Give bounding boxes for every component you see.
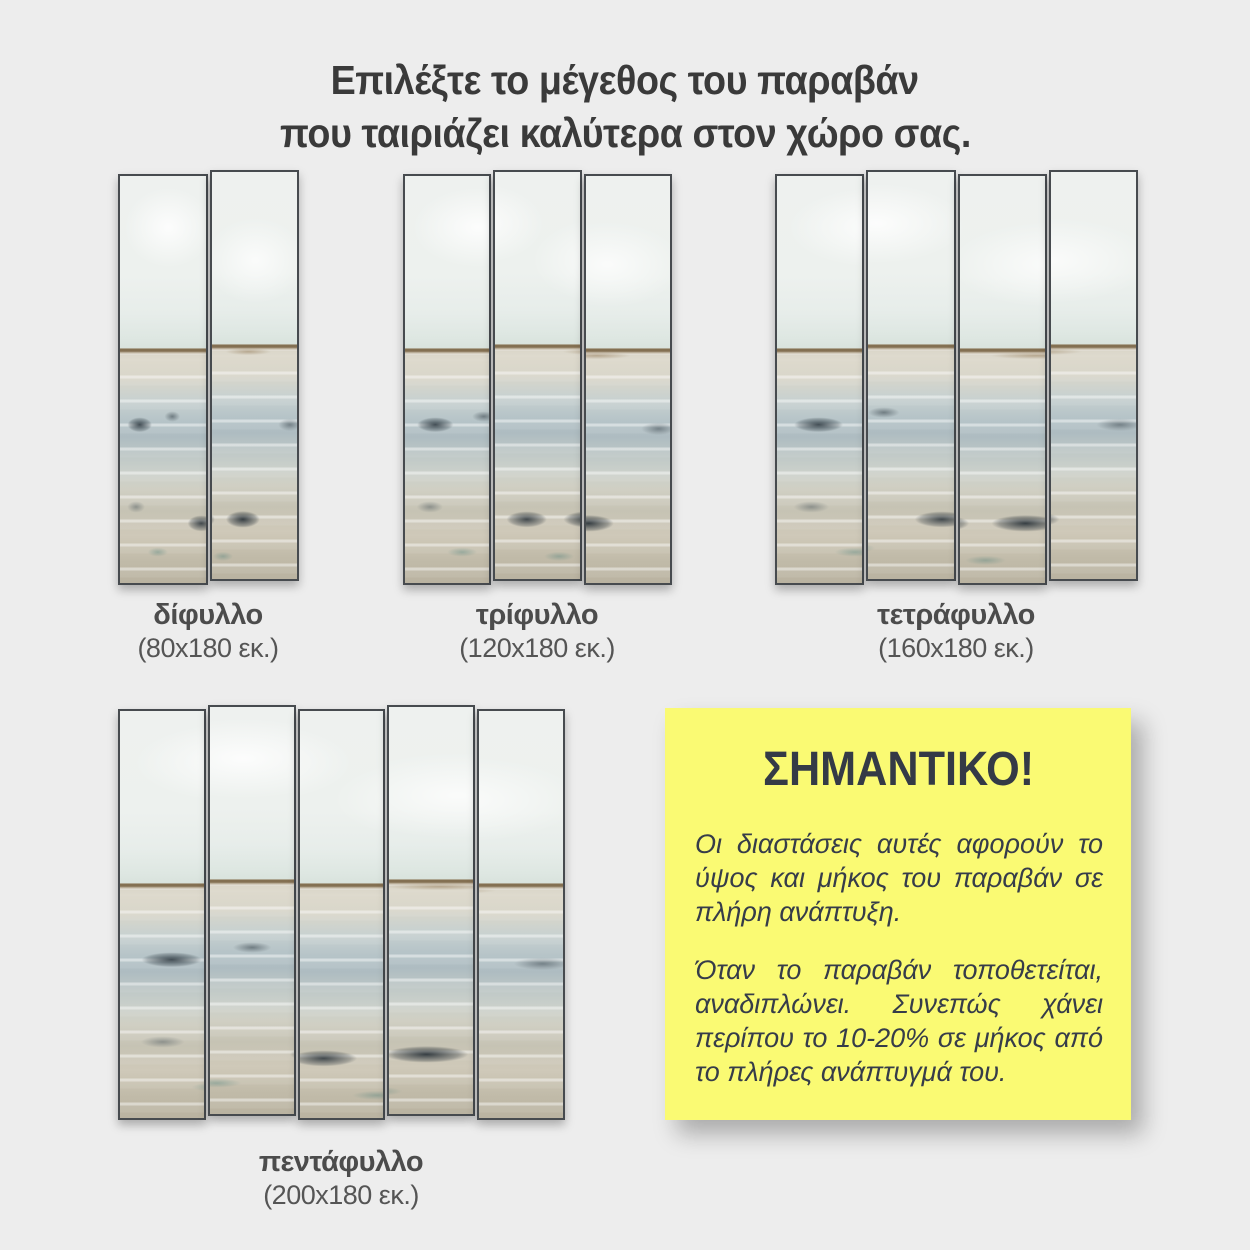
divider-panel	[403, 174, 491, 585]
divider-panel	[118, 709, 206, 1120]
divider-panel	[477, 709, 565, 1120]
label-difyllo-size: (80x180 εκ.)	[137, 633, 279, 663]
divider-panel	[118, 174, 208, 585]
label-pentafyllo-name: πεντάφυλλο	[258, 1146, 424, 1178]
important-note-heading: ΣΗΜΑΝΤΙΚΟ!	[763, 743, 1035, 796]
divider-panel	[866, 170, 955, 581]
label-pentafyllo	[259, 1145, 423, 1212]
divider-panel	[298, 709, 386, 1120]
divider-artwork	[775, 174, 864, 585]
divider-panel	[210, 170, 300, 581]
divider-panel	[493, 170, 581, 581]
label-tetrafyllo-name: τετράφυλλο	[877, 599, 1035, 631]
divider-panel	[208, 705, 296, 1116]
divider-artwork	[1049, 170, 1138, 581]
label-trifyllo-name: τρίφυλλο	[475, 599, 599, 631]
important-note-box	[665, 708, 1131, 1120]
label-trifyllo	[459, 598, 615, 665]
important-note-paragraph-1: Οι διαστάσεις αυτές αφορούν το ύψος και μήκος του παραβάν σε πλήρη ανάπτυξη.	[695, 829, 1103, 927]
divider-panel	[1049, 170, 1138, 581]
label-difyllo-name: δίφυλλο	[153, 599, 263, 631]
divider-difyllo	[118, 170, 299, 585]
divider-tetrafyllo	[775, 170, 1138, 585]
label-pentafyllo-size: (200x180 εκ.)	[263, 1180, 419, 1210]
label-tetrafyllo	[877, 598, 1035, 665]
divider-artwork	[866, 170, 955, 581]
divider-panel	[775, 174, 864, 585]
divider-panel	[387, 705, 475, 1116]
label-difyllo	[137, 598, 278, 665]
divider-artwork	[493, 170, 581, 581]
divider-artwork	[118, 174, 208, 585]
important-note-paragraph-2: Όταν το παραβάν τοποθετείται, αναδιπλώνει. Συνεπώς χάνει περίπου το 10-20% σε μήκος από το πλήρες ανάπτυγμά του.	[695, 955, 1103, 1087]
divider-trifyllo	[403, 170, 672, 585]
divider-pentafyllo	[118, 705, 565, 1120]
divider-panel	[958, 174, 1047, 585]
label-tetrafyllo-size: (160x180 εκ.)	[878, 633, 1034, 663]
page-title-line-1: Επιλέξτε το μέγεθος του παραβάν	[330, 57, 920, 103]
divider-artwork	[210, 170, 300, 581]
divider-artwork	[208, 705, 296, 1116]
divider-panel	[584, 174, 672, 585]
page-title	[0, 54, 1250, 160]
divider-artwork	[387, 705, 475, 1116]
divider-artwork	[298, 709, 386, 1120]
divider-artwork	[118, 709, 206, 1120]
divider-artwork	[477, 709, 565, 1120]
divider-artwork	[958, 174, 1047, 585]
label-trifyllo-size: (120x180 εκ.)	[459, 633, 615, 663]
divider-artwork	[403, 174, 491, 585]
page-title-line-2: που ταιριάζει καλύτερα στον χώρο σας.	[279, 110, 971, 156]
divider-artwork	[584, 174, 672, 585]
